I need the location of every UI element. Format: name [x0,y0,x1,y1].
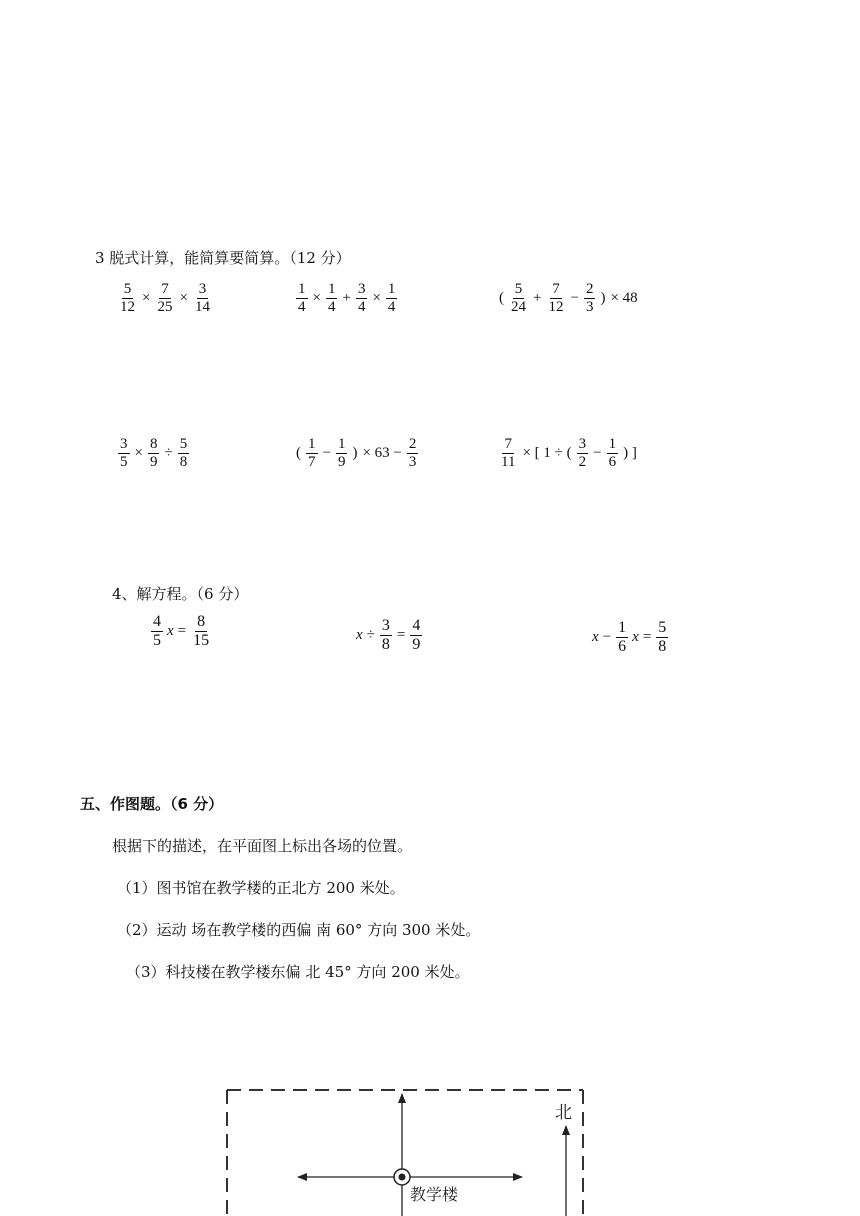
fraction: $\frac{1}{4}$ [387,281,396,315]
calc-expression-5: ( $\frac{1}{7}$ − $\frac{1}{9}$ ) × 63 − $\frac{2}{3}$ [296,436,417,470]
fraction: $\frac{7}{11}$ [501,436,516,470]
equation-2: x ÷ $\frac{3}{8}$ = $\frac{4}{9}$ [356,617,421,653]
fraction: $\frac{3}{2}$ [578,436,587,470]
calc-expression-4: $\frac{3}{5}$ × $\frac{8}{9}$ ÷ $\frac{5}{8}$ [120,436,188,470]
fraction: $\frac{8}{15}$ [193,613,210,649]
fraction: $\frac{5}{8}$ [658,619,667,655]
fraction: $\frac{2}{3}$ [408,436,417,470]
calc-expression-2: $\frac{1}{4}$ × $\frac{1}{4}$ + $\frac{3}{4}$ × $\frac{1}{4}$ [298,281,396,315]
section5-item-1: （1）图书馆在教学楼的正北方 200 米处。 [117,879,405,897]
north-label: 北 [555,1103,572,1123]
fraction: $\frac{3}{4}$ [357,281,366,315]
fraction: $\frac{3}{8}$ [381,617,390,653]
fraction: $\frac{1}{4}$ [298,281,306,315]
fraction: $\frac{4}{9}$ [412,617,421,653]
section5-item-2: （2）运动 场在教学楼的西偏 南 60° 方向 300 米处。 [117,921,481,939]
fraction: $\frac{5}{24}$ [511,281,526,315]
fraction: $\frac{4}{5}$ [153,613,161,649]
equation-3: x − $\frac{1}{6}$ x = $\frac{5}{8}$ [592,619,667,655]
fraction: $\frac{3}{5}$ [120,436,128,470]
section5-item-3: （3）科技楼在教学楼东偏 北 45° 方向 200 米处。 [126,963,470,981]
fraction: $\frac{1}{4}$ [327,281,336,315]
calc-expression-1: $\frac{5}{12}$ × $\frac{7}{25}$ × $\frac{3}{14}$ [120,281,210,315]
section4-title: 4、解方程。（6 分） [112,585,249,603]
school-building-dot [399,1174,406,1181]
school-building-label: 教学楼 [410,1185,459,1204]
section5-intro: 根据下的描述，在平面图上标出各场的位置。 [112,837,413,855]
fraction: $\frac{7}{25}$ [157,281,173,315]
section3-title: 3 脱式计算，能简算要简算。（12 分） [95,249,351,267]
calc-expression-3: ( $\frac{5}{24}$ + $\frac{7}{12}$ − $\frac{2}{3}$ ) × 48 [499,281,638,315]
fraction: $\frac{1}{6}$ [608,436,617,470]
section5-title: 五、作图题。（6 分） [80,795,224,813]
fraction: $\frac{1}{9}$ [337,436,346,470]
calc-expression-6: $\frac{7}{11}$ × [ 1 ÷ ( $\frac{3}{2}$ − $\frac{1}{6}$ ) ] [501,436,637,470]
equation-1: $\frac{4}{5}$ x = $\frac{8}{15}$ [153,613,210,649]
fraction: $\frac{7}{12}$ [548,281,564,315]
fraction: $\frac{3}{14}$ [194,281,210,315]
fraction: $\frac{5}{12}$ [120,281,135,315]
fraction: $\frac{5}{8}$ [179,436,188,470]
fraction: $\frac{2}{3}$ [585,281,594,315]
fraction: $\frac{1}{7}$ [308,436,316,470]
fraction: $\frac{8}{9}$ [149,436,158,470]
fraction: $\frac{1}{6}$ [618,619,627,655]
